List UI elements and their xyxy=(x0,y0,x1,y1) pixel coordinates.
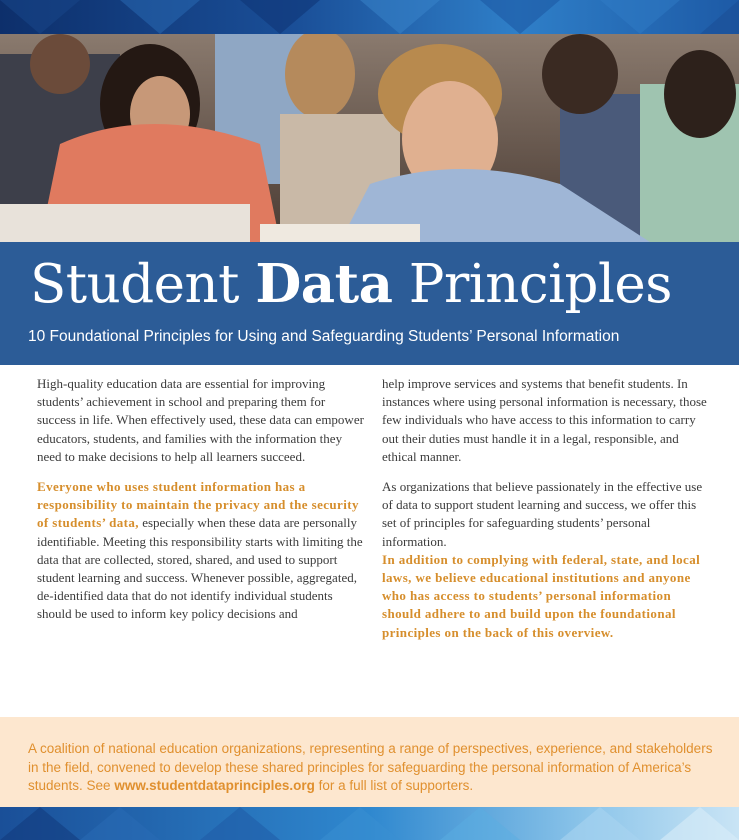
highlight-text: In addition to complying with federal, state, and local laws, we believe educational institutions and anyone who has access to students’ personal information should adhere to and build upon the foundational principles on the back of this overview. xyxy=(382,551,701,640)
organizations-paragraph xyxy=(382,478,712,642)
triangle-pattern-bottom xyxy=(0,807,739,840)
paragraph-text: especially when these data are personally identifiable. Meeting this responsibility starts with limiting the data that are collected, stored, shared, and used to support student learning and success. Whenever possible, aggregated, de-identified data that do not identify individual students should be used to inform key policy decisions and xyxy=(37,515,363,622)
body-column-left xyxy=(37,375,367,636)
body-column-right xyxy=(382,375,712,654)
services-paragraph: help improve services and systems that benefit students. In instances where using personal information is necessary, those few individuals who have access to this information to carry out their duties must handle it in a legal, responsible, and ethical manner. xyxy=(382,376,707,464)
highlight-text: Everyone who uses student information has a responsibility to maintain the privacy and the security of students’ data, xyxy=(37,479,359,531)
title-part-2: Principles xyxy=(392,254,672,315)
bottom-decorative-band xyxy=(0,807,739,840)
coalition-note xyxy=(28,740,718,796)
footer-text-before: A coalition of national education organizations, representing a range of perspectives, experience, and stakeholders in the field, convened to develop these shared principles for safeguarding the personal information of America’s students. See xyxy=(28,741,713,793)
page-title xyxy=(30,252,672,317)
footer-text-after: for a full list of supporters. xyxy=(314,778,474,793)
responsibility-paragraph xyxy=(37,478,367,624)
paragraph-text: As organizations that believe passionately in the effective use of data to support student learning and success, we offer this set of principles for safeguarding students’ personal information. xyxy=(382,479,703,549)
intro-paragraph: High-quality education data are essential for improving students’ achievement in school and preparing them for success in life. When effectively used, these data can empower educators, students, and families with the information they need to make decisions to help all learners succeed. xyxy=(37,376,364,464)
title-part-1: Student xyxy=(30,254,256,315)
triangle-pattern-top xyxy=(0,0,739,34)
top-decorative-band xyxy=(0,0,739,34)
title-bold-word: Data xyxy=(255,253,393,315)
page-subtitle: 10 Foundational Principles for Using and Safeguarding Students’ Personal Information xyxy=(28,328,620,345)
classroom-photo xyxy=(0,34,739,242)
supporters-link[interactable]: www.studentdataprinciples.org xyxy=(114,778,315,793)
